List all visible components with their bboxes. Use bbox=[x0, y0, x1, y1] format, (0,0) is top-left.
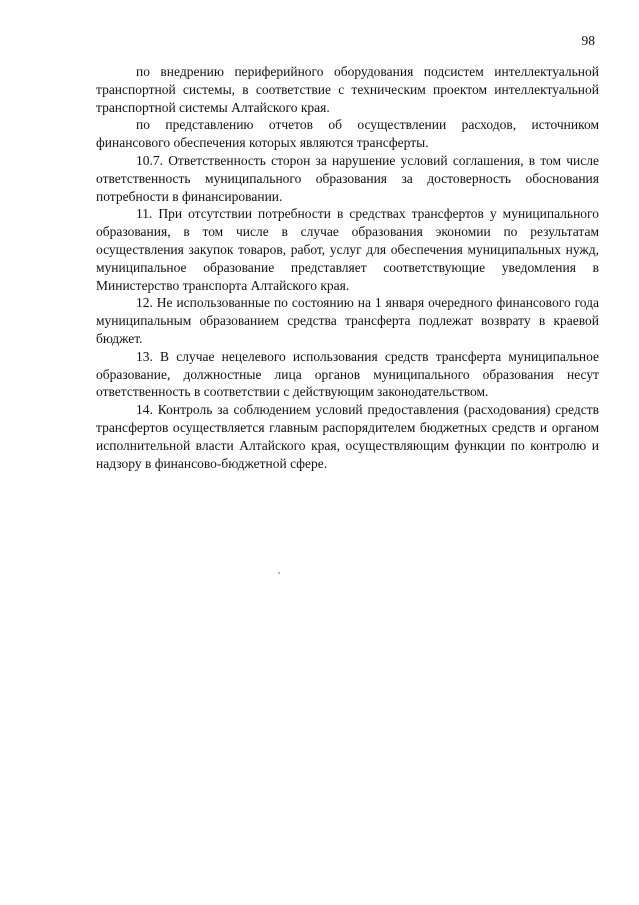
paragraph-11-no-need: 11. При отсутствии потребности в средствах трансфертов у муниципального образования, в том числе в случае образования экономии по результатам осуществления закупок товаров, работ, услуг для обеспечения муниципальных нужд, муниципальное образование представляет соответствующие уведомления в Министерство транспорта Алтайского края. bbox=[96, 206, 599, 293]
paragraph-12-unused-funds: 12. Не использованные по состоянию на 1 января очередного финансового года муниципальным образованием средства трансферта подлежат возврату в краевой бюджет. bbox=[96, 295, 599, 346]
scan-speck bbox=[278, 572, 280, 574]
paragraph-expense-reports: по представлению отчетов об осуществлении расходов, источником финансового обеспечения которых являются трансферты. bbox=[96, 117, 599, 151]
paragraph-13-misuse: 13. В случае нецелевого использования средств трансферта муниципальное образование, должностные лица органов муниципального образования несут ответственность в соответствии с действующим законодательством. bbox=[96, 348, 599, 400]
paragraph-10-7-liability: 10.7. Ответственность сторон за нарушение условий соглашения, в том числе ответственность муниципального образования за достоверность обоснования потребности в финансировании. bbox=[96, 152, 599, 204]
document-body bbox=[96, 63, 599, 472]
page-number: 98 bbox=[581, 33, 595, 48]
paragraph-peripheral-equipment: по внедрению периферийного оборудования подсистем интеллектуальной транспортной системы, в соответствие с техническим проектом интеллектуальной транспортной системы Алтайского края. bbox=[96, 64, 599, 115]
paragraph-14-control: 14. Контроль за соблюдением условий предоставления (расходования) средств трансфертов осуществляется главным распорядителем бюджетных средств и органом исполнительной власти Алтайского края, осуществляющим функции по контролю и надзору в финансово-бюджетной сфере. bbox=[96, 402, 599, 471]
